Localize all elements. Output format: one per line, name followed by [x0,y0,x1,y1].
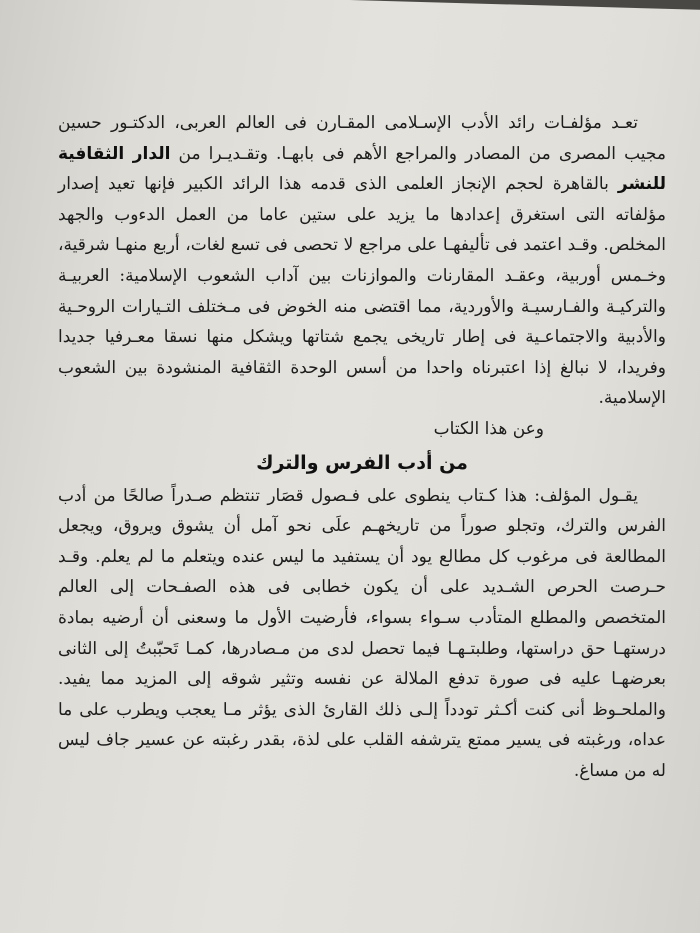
body-paragraph: يقـول المؤلف: هذا كـتاب ينطوى على فـصول قصَار تنتظم صـدراً صالحًا من أدب الفرس والترك، وتجلو صوراً من تاريخهـم علَى نحو آمل أن يشوق ويروق، ويجعل المطالعة فى مرغوب كل مطالع يود أن يستفيد ما ليس عنده ويتعلم ما لم يعلم. وقـد حـرصت الحرص الشـديد على أن يكون خطابى فى هذه الصفـحات إلى العالم المتخصص والمطلع المتأدب سـواء بسواء، فأرضيت الأول ما وسعنى أن أرضيه بمادة درستهـا حق دراستها، وطلبتـهـا فيما تحصل لدى من مـصادرها، كمـا تَحبّبتُ إلى الثانى بعرضهـا عليه فى صورة تدفع الملالة عن نفسه وتثير شوقه إلى المزيد مما يفيد. والملحـوظ أنى كنت أكـثر تودداً إلـى ذلك القارئ الذى يؤثر مـا يعجب ويطرب على ما عداه، ورغبته فى يسير ممتع يترشفه القلب على لذة، بقدر رغبته عن عسير جاف ليس له من مساغ. [58,485,666,781]
intro-text-start: تعـد مؤلفـات رائد الأدب الإسـلامى المقـارن فى العالم العربى، الدكتـور حسين مجيب المصرى من المصادر والمراجع الأهم فى بابهـا. وتقـديـرا من [58,113,666,164]
section-heading: من أدب الفرس والترك [256,451,468,474]
intro-paragraph [58,108,666,414]
book-note: وعن هذا الكتاب [433,418,544,439]
intro-text-end: بالقاهرة لحجم الإنجاز العلمى الذى قدمه هذا الرائد الكبير فإنها تعيد إصدار مؤلفاته التى استغرق إعدادها ما يزيد على ستين عاما من العمل الدءوب والجهد المخلص. وقـد اعتمد فى تأليفهـا على مراجع لا تحصى فى تسع لغات، أربع منهـا شرقية، وخـمس أوربية، وعقـد المقارنات والموازنات بين آداب الشعوب الإسلامية: العربيـة والتركيـة والفـارسيـة والأوردية، مما اقتضى منه الخوض فى مـختلف التـيارات الروحـية والأدبية والاجتماعـية فى إطار تاريخى يجمع شتاتها ويشكل منها نسقا معـرفيا جديدا وفريدا، لا نبالغ إذا اعتبرناه واحدا من أسس الوحدة الثقافية المنشودة بين الشعوب الإسلامية. [58,174,666,409]
page-text [58,108,666,786]
publisher-name: الدار الثقافية للنشر [58,143,667,195]
